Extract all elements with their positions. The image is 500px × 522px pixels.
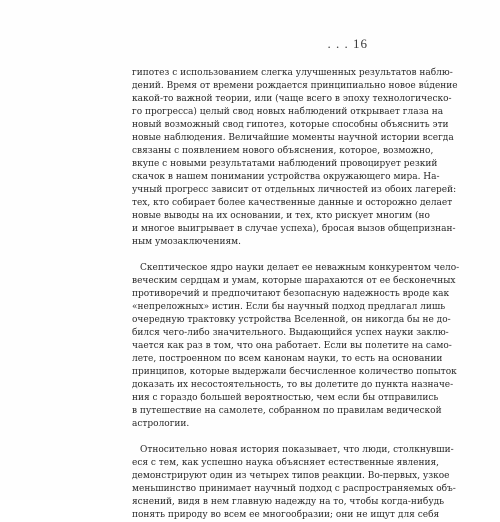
text-line: новый возможный свод гипотез, которые способны объяснить эти [132, 120, 449, 130]
paragraph-1 [132, 67, 458, 249]
page-number: . . . 16 [327, 36, 368, 51]
text-line: гипотез с использованием слегка улучшенных результатов наблю- [132, 68, 453, 78]
text-line: ным умозаключениям. [132, 237, 242, 247]
text-line: принципов, которые выдержали бесчисленное количество попыток [132, 367, 457, 377]
text-line: веческим сердцам и умам, которые шарахаются от ее бесконечных [132, 276, 456, 286]
text-line: «непреложных» истин. Если бы научный подход предлагал лишь [132, 302, 446, 312]
text-line: чается как раз в том, что она работает. Если вы полетите на само- [132, 341, 452, 351]
text-line: демонстрируют один из четырех типов реакции. Во-первых, узкое [132, 471, 450, 481]
text-line: Относительно новая история показывает, что люди, столкнувши- [140, 445, 454, 455]
text-line: противоречий и предпочитают безопасную надежность вроде как [132, 289, 450, 299]
text-line: лете, построенном по всем канонам науки, то есть на основании [132, 354, 443, 364]
text-line: в путешествие на самолете, собранном по правилам ведической [132, 406, 442, 416]
text-line: очередную трактовку устройства Вселенной, он никогда бы не до- [132, 315, 451, 325]
text-line: тех, кто собирает более качественные данные и осторожно делает [132, 198, 453, 208]
paragraph-spacer [132, 431, 372, 444]
text-line: и многое выигрывает в случае успеха), бросая вызов общепризнан- [132, 224, 456, 234]
text-line: учный прогресс зависит от отдельных личностей из обоих лагерей: [132, 185, 457, 195]
text-line: какой-то важной теории, или (чаще всего в эпоху технологическо- [132, 94, 452, 104]
body-text [132, 67, 460, 522]
text-line: доказать их несостоятельность, то вы долетите до пункта назначе- [132, 380, 454, 390]
text-line: Скептическое ядро науки делает ее неважным конкурентом чело- [140, 263, 460, 273]
text-line: дений. Время от времени рождается принципиально новое вúдение [132, 81, 458, 91]
text-line: го прогресса) целый свод новых наблюдений открывает глаза на [132, 107, 444, 117]
text-line: меньшинство принимает научный подход с распространяемых объ- [132, 484, 456, 494]
text-line: скачок в нашем понимании устройства окружающего мира. На- [132, 172, 440, 182]
text-line: новые наблюдения. Величайшие моменты научной истории всегда [132, 133, 454, 143]
text-line: бился чего-либо значительного. Выдающийся успех науки заклю- [132, 328, 449, 338]
text-line: еся с тем, как успешно наука объясняет естественные явления, [132, 458, 440, 468]
paragraph-spacer [132, 249, 372, 262]
text-line: понять природу во всем ее многообразии; они не ищут для себя [132, 510, 440, 520]
text-line: новые выводы на их основании, и тех, кто рискует многим (но [132, 211, 430, 221]
text-line: яснений, видя в нем главную надежду на то, чтобы когда-нибудь [132, 497, 445, 507]
paragraph-3 [132, 444, 456, 522]
text-line: вкупе с новыми результатами наблюдений провоцирует резкий [132, 159, 438, 169]
text-line: астрологии. [132, 419, 190, 429]
text-line: связаны с появлением нового объяснения, которое, возможно, [132, 146, 434, 156]
text-line: ния с гораздо большей вероятностью, чем если бы отправились [132, 393, 439, 403]
paragraph-2 [132, 262, 460, 431]
